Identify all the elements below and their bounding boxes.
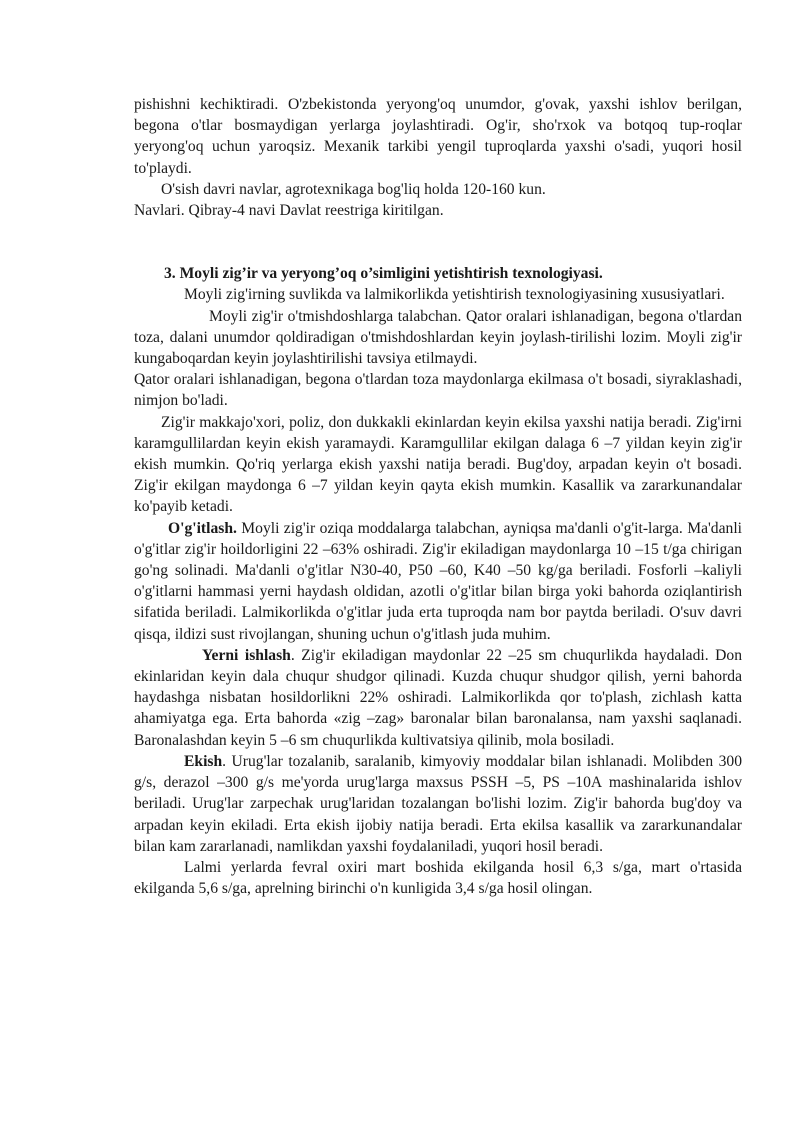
section-paragraph-sowing [134, 751, 742, 857]
intro-paragraph-3: Navlari. Qibray-4 navi Davlat reestriga kiritilgan. [134, 202, 444, 220]
section-heading: 3. Moyli zig’ir va yeryong’oq o’simligini yetishtirish texnologiyasi. [164, 265, 603, 283]
section-paragraph-8: Lalmi yerlarda fevral oxiri mart boshida ekilganda hosil 6,3 s/ga, mart o'rtasida ekilganda 5,6 s/ga, aprelning birinchi o'n kunligida 3,4 s/ga hosil olingan. [134, 858, 742, 898]
tillage-text: . Zig'ir ekiladigan maydonlar 22 –25 sm chuqurlikda haydaladi. Don ekinlaridan keyin dala chuqur shudgor qilinadi. Kuzda chuqur shudgor qilish, yerni bahorda haydashga nisbatan hosildorlikni 22% oshiradi. Lalmikorlikda qor to'plash, zichlash katta ahamiyatga ega. Erta bahorda «zig –zag» baronalar bilan baronalansa, nam yaxshi saqlanadi. Baronalashdan keyin 5 –6 sm chuqurlikda kultivatsiya qilinib, mola bosiladi. [134, 646, 742, 749]
document-page [134, 94, 742, 899]
section-paragraph-2: Moyli zig'ir o'tmishdoshlarga talabchan. Qator oralari ishlanadigan, begona o'tlardan toza, dalani unumdor qoldiradigan o'tmishdoshlardan keyin joylash-tirilishi lozim. Moyli zig'ir kungaboqardan keyin joylashtirilishi tavsiya etilmaydi. [134, 307, 742, 368]
section-paragraph-1: Moyli zig'irning suvlikda va lalmikorlikda yetishtirish texnologiyasining xususiyatlari. [184, 286, 725, 304]
tillage-term: Yerni ishlash [202, 646, 291, 664]
sowing-term: Ekish [184, 752, 223, 770]
section-paragraph-tillage [134, 645, 742, 751]
intro-paragraph-1: pishishni kechiktiradi. O'zbekistonda yeryong'oq unumdor, g'ovak, yaxshi ishlov berilgan, begona o'tlar bosmaydigan yerlarga joylashtiradi. Og'ir, sho'rxok va botqoq tup-roqlar yeryong'oq uchun yaroqsiz. Mexanik tarkibi yengil tuproqlarda yaxshi o'sadi, yuqori hosil to'playdi. [134, 96, 742, 177]
sowing-text: . Urug'lar tozalanib, saralanib, kimyoviy moddalar bilan ishlanadi. Molibden 300 g/s, derazol –300 g/s me'yorda urug'larga maxsus PSSH –5, PS –10A mashinalarida ishlov beriladi. Urug'lar zarpechak urug'laridan tozalangan bo'lishi lozim. Zig'ir bahorda bug'doy va arpadan keyin ekiladi. Erta ekish ijobiy natija beradi. Erta ekilsa kasallik va zararkunandalar bilan kam zararlanadi, namlikdan yaxshi foydalaniladi, yuqori hosil beradi. [134, 752, 742, 855]
section-paragraph-fertilizing [134, 518, 742, 645]
fertilizing-term: O'g'itlash. [168, 519, 237, 537]
section-paragraph-3: Qator oralari ishlanadigan, begona o'tlardan toza maydonlarga ekilmasa o't bosadi, siyraklashadi, nimjon bo'ladi. [134, 371, 742, 410]
section-gap [134, 221, 742, 263]
fertilizing-text: Moyli zig'ir oziqa moddalarga talabchan, ayniqsa ma'danli o'g'it-larga. Ma'danli o'g'itlar zig'ir hoildorligini 22 –63% oshiradi. Zig'ir ekiladigan maydonlarga 10 –15 t/ga chirigan go'ng solinadi. Ma'danli o'g'itlar N30-40, P50 –60, K40 –50 kg/ga beriladi. Fosforli –kaliyli o'g'itlarni hammasi yerni haydash oldidan, azotli o'g'itlar bilan birga yoki bahorda oziqlantirish sifatida beriladi. Lalmikorlikda o'g'itlar juda erta tuproqda nam bor paytda beriladi. O'suv davri qisqa, ildizi sust rivojlangan, shuning uchun o'g'itlash juda muhim. [134, 519, 742, 643]
intro-paragraph-2: O'sish davri navlar, agrotexnikaga bog'liq holda 120-160 kun. [161, 180, 546, 198]
section-paragraph-4: Zig'ir makkajo'xori, poliz, don dukkakli ekinlardan keyin ekilsa yaxshi natija beradi. Zig'irni karamgullilardan keyin ekish yaramaydi. Karamgullilar ekilgan dalaga 6 –7 yildan keyin zig'ir ekish mumkin. Qo'riq yerlarga ekish yaxshi natija beradi. Bug'doy, arpadan keyin o't bosadi. Zig'ir ekilgan maydonga 6 –7 yildan keyin qayta ekish mumkin. Kasallik va zararkunandalar ko'payib ketadi. [134, 413, 742, 516]
